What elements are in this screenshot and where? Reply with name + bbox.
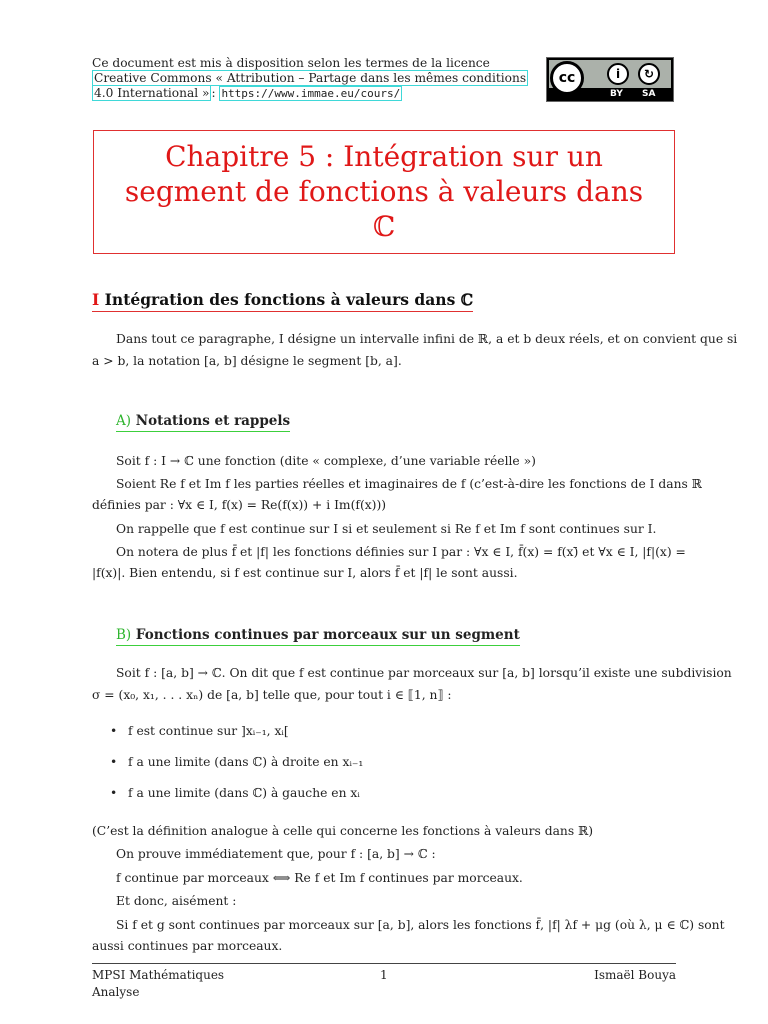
list-item xyxy=(110,755,363,769)
share-alike-icon: ↻ xyxy=(638,63,660,85)
chapter-title-box xyxy=(93,130,675,254)
subA-p3: On rappelle que f est continue sur I si et seulement si Re f et Im f sont continues sur I. xyxy=(116,522,657,536)
footer-left xyxy=(92,967,224,1001)
list-item xyxy=(110,724,289,738)
subsection-a-number: A) xyxy=(116,413,132,429)
bullet-text-2: f a une limite (dans ℂ) à droite en xᵢ₋₁ xyxy=(128,755,364,769)
footer-course: MPSI Mathématiques xyxy=(92,968,225,982)
subB-p2: (C’est la définition analogue à celle qui concerne les fonctions à valeurs dans ℝ) xyxy=(92,824,594,838)
section-1-intro-line-2: a > b, la notation [a, b] désigne le segment [b, a]. xyxy=(92,354,402,368)
license-notice xyxy=(92,56,527,101)
subsection-a-title: Notations et rappels xyxy=(135,413,291,429)
subB-p6-line-1: Si f et g sont continues par morceaux sur [a, b], alors les fonctions f̄, |f| λf + μg (où λ, μ ∈ ℂ) sont xyxy=(116,918,725,932)
section-1-intro-line-1: Dans tout ce paragraphe, I désigne un intervalle infini de ℝ, a et b deux réels, et on convient que si xyxy=(116,332,738,346)
cc-by-sa-badge[interactable] xyxy=(546,57,674,102)
footer-rule xyxy=(92,963,676,964)
subB-p3: On prouve immédiatement que, pour f : [a, b] → ℂ : xyxy=(116,847,436,861)
attribution-icon: i xyxy=(607,63,629,85)
subA-p4-line-1: On notera de plus f̄ et |f| les fonctions définies sur I par : ∀x ∈ I, f̄(x) = f(x)̄ et ∀x ∈ I, |f|(x) = xyxy=(116,545,686,559)
subsection-b-heading xyxy=(116,627,520,643)
chapter-title-line-3: ℂ xyxy=(372,210,396,243)
bullet-icon: • xyxy=(110,786,118,800)
chapter-title-line-2: segment de fonctions à valeurs dans xyxy=(124,175,644,208)
footer-author: Ismaël Bouya xyxy=(594,968,676,982)
list-item xyxy=(110,786,360,800)
subA-p1: Soit f : I → ℂ une fonction (dite « complexe, d’une variable réelle ») xyxy=(116,454,536,468)
license-line-1: Ce document est mis à disposition selon les termes de la licence xyxy=(92,56,490,70)
page-number: 1 xyxy=(380,968,388,982)
subsection-a-heading xyxy=(116,413,290,429)
subA-p2-line-1: Soient Re f et Im f les parties réelles et imaginaires de f (c’est-à-dire les fonctions de I dans ℝ xyxy=(116,477,702,491)
footer-subject: Analyse xyxy=(92,985,140,999)
subB-p4: f continue par morceaux ⟺ Re f et Im f continues par morceaux. xyxy=(116,871,523,885)
subB-p5: Et donc, aisément : xyxy=(116,894,237,908)
bullet-text-3: f a une limite (dans ℂ) à gauche en xᵢ xyxy=(128,786,360,800)
subsection-b-title: Fonctions continues par morceaux sur un segment xyxy=(135,627,520,643)
subB-p6-line-2: aussi continues par morceaux. xyxy=(92,939,283,953)
course-url-link[interactable]: https://www.immae.eu/cours/ xyxy=(221,87,401,100)
license-colon: : xyxy=(211,86,216,100)
bullet-icon: • xyxy=(110,755,118,769)
section-1-heading xyxy=(92,290,473,309)
subB-p1-line-2: σ = (x₀, x₁, . . . xₙ) de [a, b] telle que, pour tout i ∈ ⟦1, n⟧ : xyxy=(92,688,452,702)
license-link-line-3[interactable]: 4.0 International » xyxy=(94,86,210,100)
badge-by-label: BY xyxy=(610,89,623,99)
chapter-title-line-1: Chapitre 5 : Intégration sur un xyxy=(165,140,603,173)
bullet-text-1: f est continue sur ]xᵢ₋₁, xᵢ[ xyxy=(128,724,289,738)
subA-p2-line-2: définies par : ∀x ∈ I, f(x) = Re(f(x)) + i Im(f(x))) xyxy=(92,498,387,512)
bullet-icon: • xyxy=(110,724,118,738)
subB-p1-line-1: Soit f : [a, b] → ℂ. On dit que f est continue par morceaux sur [a, b] lorsqu’il existe une subdivision xyxy=(116,666,732,680)
badge-sa-label: SA xyxy=(642,89,656,99)
subsection-b-number: B) xyxy=(116,627,132,643)
section-1-number: I xyxy=(92,290,100,309)
section-1-title: Intégration des fonctions à valeurs dans ℂ xyxy=(104,290,474,309)
subA-p4-line-2: |f(x)|. Bien entendu, si f est continue sur I, alors f̄ et |f| le sont aussi. xyxy=(92,566,518,580)
license-link-line-2[interactable]: Creative Commons « Attribution – Partage dans les mêmes conditions xyxy=(94,71,527,85)
cc-icon: cc xyxy=(550,61,584,95)
